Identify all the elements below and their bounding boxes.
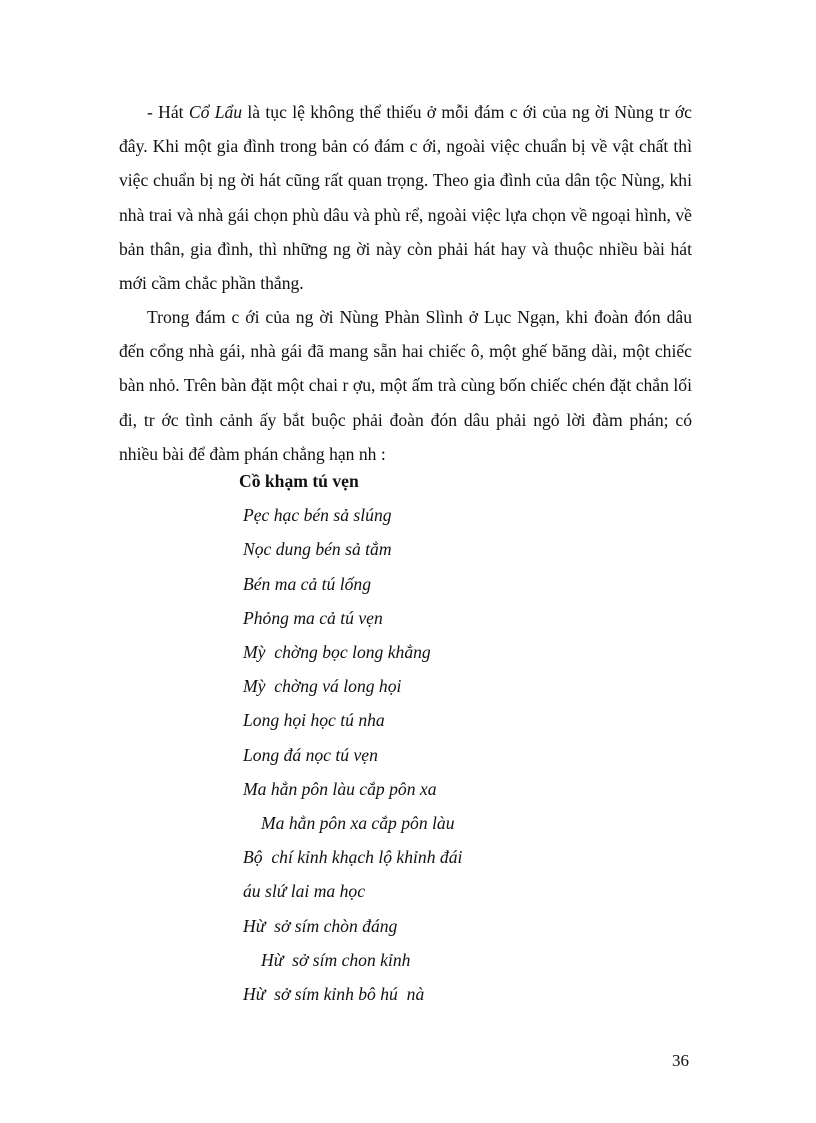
poem-line: Hừ sở sím chon kỉnh	[261, 949, 411, 970]
poem-line: Bộ chí kỉnh khạch lộ khỉnh đái	[243, 847, 463, 868]
poem-line: Phỏng ma cả tú vẹn	[243, 607, 383, 628]
page-number: 36	[672, 1051, 689, 1070]
poem-line: Hừ sở sím chòn đáng	[243, 915, 398, 936]
poem-line: Long đá nọc tú vẹn	[243, 744, 378, 765]
poem-title: Cồ khạm tú vẹn	[239, 471, 359, 491]
paragraph-text-pre: - Hát	[147, 102, 189, 122]
paragraph-co-lau-intro	[119, 95, 692, 300]
emphasis-co-lau: Cổ Lẩu	[188, 102, 243, 122]
poem-line: Ma hẳn pôn làu cắp pôn xa	[243, 778, 437, 799]
poem-line: Nọc dung bén sả tẳm	[243, 539, 392, 560]
poem-line: Hừ sở sím kỉnh bô hú nà	[243, 984, 425, 1005]
poem-line: áu slứ lai ma học	[243, 881, 365, 902]
poem-line: Long họi học tú nha	[243, 710, 385, 731]
poem-block	[239, 464, 463, 1011]
poem-line: Bén ma cả tú lống	[243, 573, 372, 594]
poem-line: Mỳ chờng vá long họi	[243, 676, 402, 697]
paragraph-text-post: là tục lệ không thể thiếu ở mỗi đám c ới của ng ời Nùng tr ớc đây. Khi một gia đình trong bản có đám c ới, ngoài việc chuẩn bị về vật chất thì việc chuẩn bị ng ời hát cũng rất quan trọng. Theo gia đình của dân tộc Nùng, khi nhà trai và nhà gái chọn phù dâu và phù rể, ngoài việc lựa chọn về ngoại hình, về bản thân, gia đình, thì những ng ời này còn phải hát hay và thuộc nhiều bài hát mới cầm chắc phần thắng.	[119, 102, 692, 294]
poem-line: Ma hẳn pôn xa cắp pôn làu	[261, 813, 455, 834]
poem-line: Mỳ chờng bọc long khẳng	[243, 642, 431, 663]
paragraph-wedding-negotiation: Trong đám c ới của ng ời Nùng Phàn Slình ở Lục Ngạn, khi đoàn đón dâu đến cổng nhà gái, nhà gái đã mang sẵn hai chiếc ô, một ghế băng dài, một chiếc bàn nhỏ. Trên bàn đặt một chai r ợu, một ấm trà cùng bốn chiếc chén đặt chắn lối đi, tr ớc tình cảnh ấy bắt buộc phải đoàn đón dâu phải ngỏ lời đàm phán; có nhiều bài để đàm phán chẳng hạn nh :	[119, 307, 692, 464]
poem-line: Pẹc hạc bén sả slúng	[243, 505, 392, 526]
